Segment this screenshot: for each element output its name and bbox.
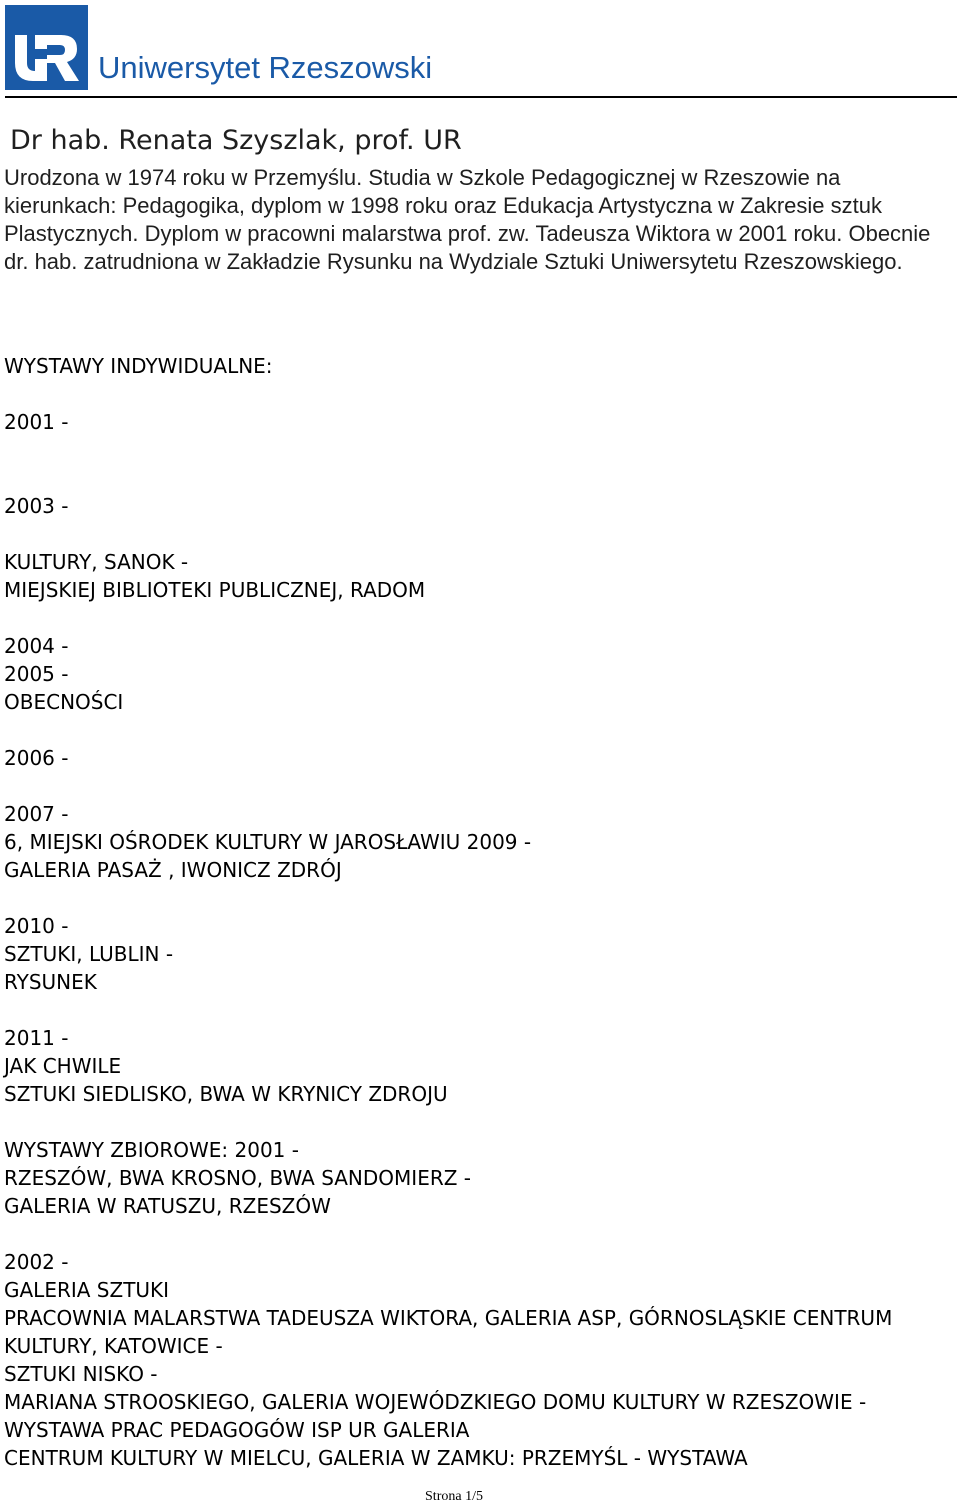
exhibition-line: 6, MIEJSKI OŚRODEK KULTURY W JAROSŁAWIU 2009 - — [4, 830, 532, 854]
exhibition-line: RYSUNEK — [4, 970, 97, 994]
page-title: Dr hab. Renata Szyszlak, prof. UR — [10, 125, 462, 156]
exhibition-line: PRACOWNIA MALARSTWA TADEUSZA WIKTORA, GALERIA ASP, GÓRNOSLĄSKIE CENTRUM — [4, 1306, 893, 1330]
exhibition-line: 2006 - — [4, 746, 69, 770]
bio-line: kierunkach: Pedagogika, dyplom w 1998 roku oraz Edukacja Artystyczna w Zakresie sztuk — [4, 193, 882, 218]
exhibition-line: 2002 - — [4, 1250, 69, 1274]
exhibition-line: WYSTAWY INDYWIDUALNE: — [4, 354, 273, 378]
exhibition-line: 2001 - — [4, 410, 69, 434]
exhibition-line: KULTURY, KATOWICE - — [4, 1334, 223, 1358]
page-header — [0, 0, 960, 98]
exhibition-line: 2011 - — [4, 1026, 69, 1050]
biography-paragraph — [4, 164, 954, 276]
ur-logo-mark — [5, 5, 88, 90]
exhibition-line: WYSTAWY ZBIOROWE: 2001 - — [4, 1138, 299, 1162]
exhibition-line — [4, 520, 954, 548]
exhibition-line: OBECNOŚCI — [4, 690, 124, 714]
page-number: Strona 1/5 — [425, 1489, 483, 1504]
exhibition-line: RZESZÓW, BWA KROSNO, BWA SANDOMIERZ - — [4, 1166, 472, 1190]
university-logo-icon — [5, 5, 88, 90]
exhibition-line — [4, 1220, 954, 1248]
exhibition-line: 2010 - — [4, 914, 69, 938]
exhibition-line: CENTRUM KULTURY W MIELCU, GALERIA W ZAMKU: PRZEMYŚL - WYSTAWA — [4, 1446, 748, 1470]
exhibition-line — [4, 604, 954, 632]
bio-line: Plastycznych. Dyplom w pracowni malarstwa prof. zw. Tadeusza Wiktora w 2001 roku. Obecnie — [4, 221, 931, 246]
exhibition-line: KULTURY, SANOK - — [4, 550, 189, 574]
exhibition-line: SZTUKI NISKO - — [4, 1362, 158, 1386]
exhibition-line — [4, 772, 954, 800]
exhibition-line: GALERIA W RATUSZU, RZESZÓW — [4, 1194, 331, 1218]
exhibition-line: GALERIA SZTUKI — [4, 1278, 170, 1302]
exhibition-line: 2003 - — [4, 494, 69, 518]
exhibition-line — [4, 1108, 954, 1136]
exhibition-line: MARIANA STROOSKIEGO, GALERIA WOJEWÓDZKIEGO DOMU KULTURY W RZESZOWIE - — [4, 1390, 867, 1414]
exhibition-line: WYSTAWA PRAC PEDAGOGÓW ISP UR GALERIA — [4, 1418, 470, 1442]
exhibitions-list — [4, 352, 954, 1472]
exhibition-line: SZTUKI SIEDLISKO, BWA W KRYNICY ZDROJU — [4, 1082, 448, 1106]
university-name: Uniwersytet Rzeszowski — [98, 50, 433, 85]
exhibition-line: GALERIA PASAŻ , IWONICZ ZDRÓJ — [4, 858, 342, 882]
exhibition-line — [4, 996, 954, 1024]
exhibition-line: SZTUKI, LUBLIN - — [4, 942, 174, 966]
exhibition-line: 2005 - — [4, 662, 69, 686]
bio-line: dr. hab. zatrudniona w Zakładzie Rysunku na Wydziale Sztuki Uniwersytetu Rzeszowskiego. — [4, 249, 903, 274]
exhibition-line — [4, 464, 954, 492]
exhibition-line — [4, 436, 954, 464]
exhibition-line: 2007 - — [4, 802, 69, 826]
exhibition-line: JAK CHWILE — [4, 1054, 122, 1078]
exhibition-line — [4, 380, 954, 408]
exhibition-line — [4, 884, 954, 912]
exhibition-line — [4, 716, 954, 744]
exhibition-line: 2004 - — [4, 634, 69, 658]
bio-line: Urodzona w 1974 roku w Przemyślu. Studia w Szkole Pedagogicznej w Rzeszowie na — [4, 165, 841, 190]
exhibition-line: MIEJSKIEJ BIBLIOTEKI PUBLICZNEJ, RADOM — [4, 578, 426, 602]
header-divider — [5, 96, 957, 98]
